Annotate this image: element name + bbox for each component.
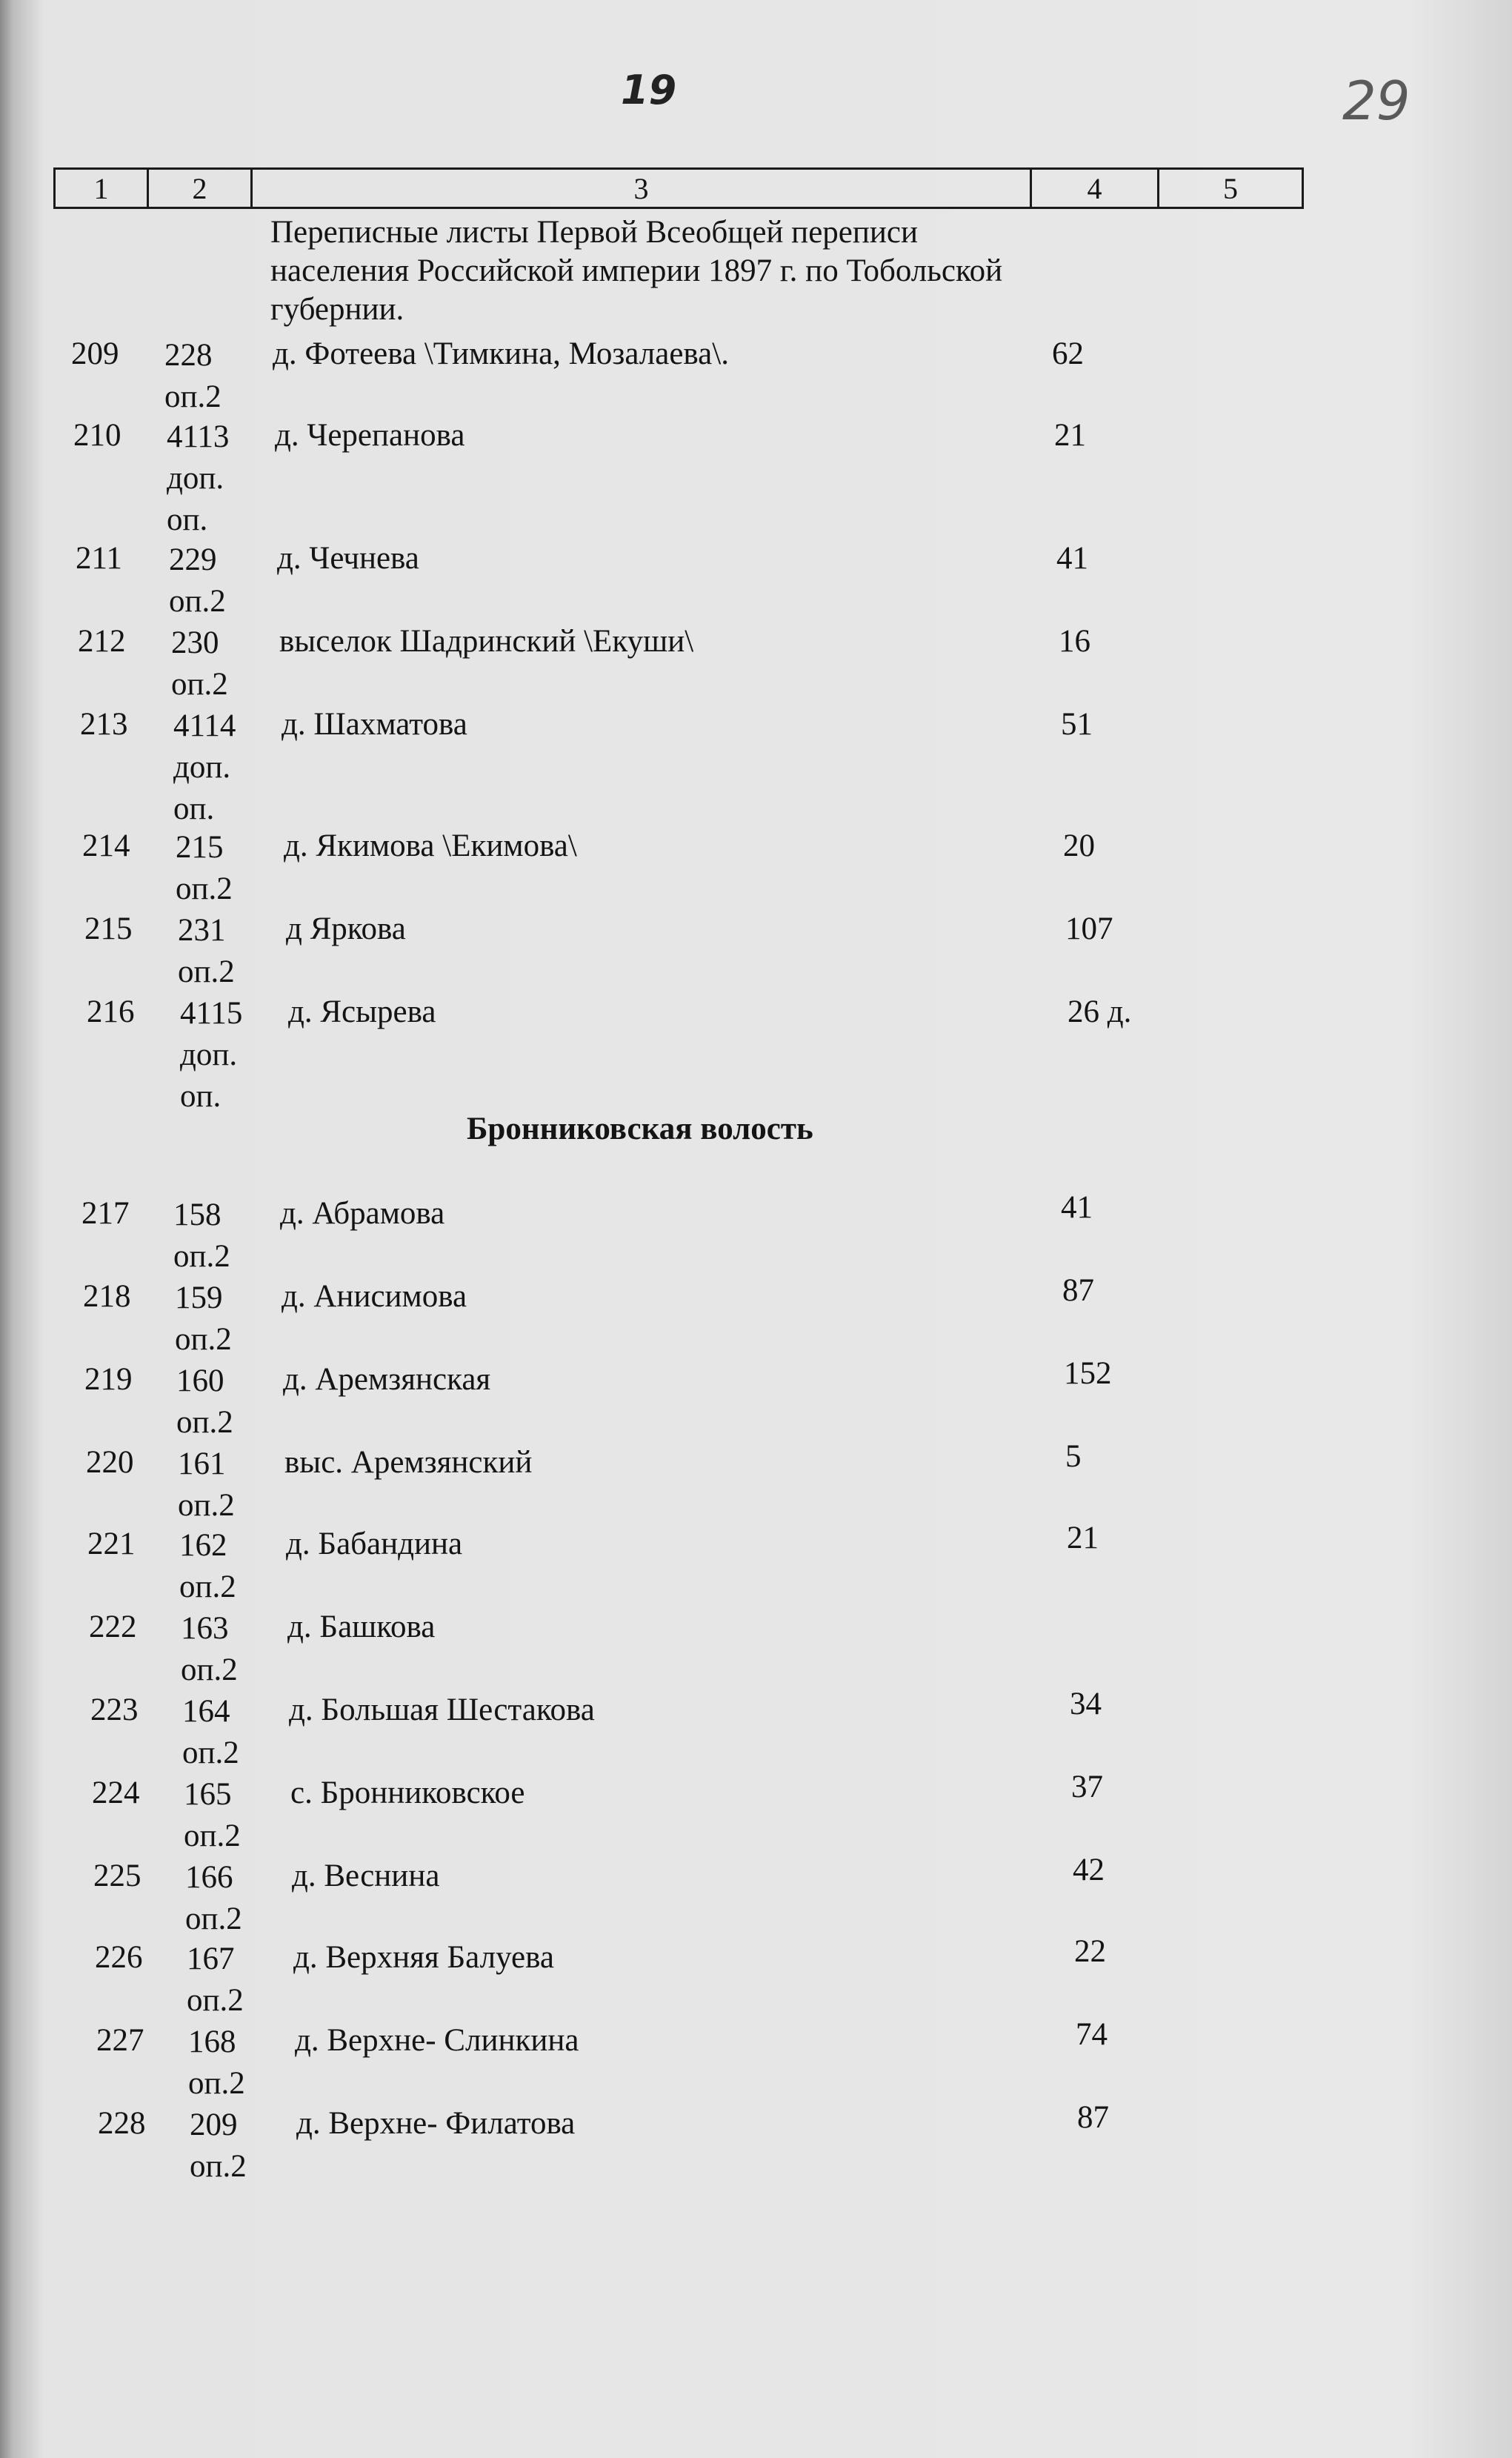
- row-number: 222: [89, 1610, 137, 1644]
- sheet-count: 5: [1065, 1439, 1082, 1474]
- archive-reference: оп.2: [184, 1818, 241, 1853]
- archive-reference: 166: [185, 1860, 233, 1895]
- row-number: 219: [84, 1362, 133, 1397]
- row-number: 216: [87, 994, 135, 1029]
- sheet-count: 21: [1067, 1521, 1099, 1555]
- sheet-count: 87: [1077, 2100, 1109, 2135]
- row-number: 223: [90, 1693, 139, 1727]
- sheet-count: 152: [1064, 1356, 1112, 1391]
- archive-reference: оп.: [180, 1079, 222, 1114]
- header-col-2: 2: [149, 170, 253, 207]
- sheet-count: 37: [1071, 1770, 1103, 1804]
- archive-reference: оп.: [173, 791, 215, 826]
- settlement-name: д. Верхняя Балуева: [293, 1940, 554, 1975]
- row-number: 228: [98, 2106, 146, 2141]
- row-number: 215: [84, 911, 133, 946]
- archive-reference: 228: [164, 338, 213, 373]
- table-row: [0, 1273, 1512, 1359]
- sheet-count: 16: [1059, 624, 1090, 659]
- table-row: [0, 622, 1512, 704]
- archive-reference: оп.2: [179, 1570, 236, 1604]
- archive-reference: 229: [169, 542, 217, 577]
- sheet-count: 51: [1061, 707, 1093, 742]
- table-row: [0, 1853, 1512, 1939]
- archive-reference: 4113: [167, 419, 230, 454]
- settlement-name: д. Аремзянская: [283, 1362, 491, 1397]
- settlement-name: д. Верхне- Слинкина: [295, 2023, 579, 2058]
- sheet-count: 62: [1052, 336, 1084, 371]
- row-number: 212: [78, 624, 126, 659]
- sheet-count: 74: [1076, 2017, 1108, 2052]
- archive-reference: 165: [184, 1777, 232, 1812]
- settlement-name: д. Веснина: [292, 1859, 440, 1893]
- archive-reference: 162: [179, 1528, 227, 1563]
- archive-reference: 158: [173, 1198, 222, 1232]
- header-col-1: 1: [56, 170, 149, 207]
- archive-reference: оп.2: [176, 871, 233, 906]
- table-row: [0, 416, 1512, 537]
- row-number: 213: [80, 707, 128, 742]
- archive-reference: 168: [188, 2024, 236, 2059]
- archive-reference: 167: [187, 1942, 235, 1976]
- typed-page-number: 19: [621, 67, 677, 113]
- archive-reference: доп.: [167, 461, 224, 496]
- archive-reference: оп.2: [190, 2149, 247, 2184]
- sheet-count: 20: [1063, 828, 1095, 863]
- sheet-count: 42: [1073, 1853, 1105, 1887]
- row-number: 214: [82, 828, 130, 863]
- settlement-name: д. Бабандина: [286, 1527, 463, 1561]
- archive-reference: доп.: [173, 750, 231, 785]
- table-row: [0, 1608, 1512, 1690]
- table-row: [0, 1687, 1512, 1773]
- census-intro: Переписные листы Первой Всеобщей переписи населения Российской империи 1897 г. по Тобольской губернии.: [270, 215, 1003, 327]
- row-number: 227: [96, 2023, 144, 2058]
- table-row: [0, 335, 1512, 416]
- settlement-name: д. Шахматова: [282, 707, 467, 742]
- table-row: [0, 1770, 1512, 1856]
- settlement-name: д. Верхне- Филатова: [296, 2106, 576, 2141]
- row-number: 211: [76, 541, 122, 576]
- table-row: [0, 827, 1512, 909]
- settlement-name: д. Якимова \Екимова\: [284, 828, 577, 863]
- archive-reference: 161: [178, 1446, 226, 1481]
- table-row: [0, 1190, 1512, 1276]
- sheet-count: 22: [1074, 1934, 1106, 1969]
- settlement-name: д. Башкова: [287, 1610, 436, 1644]
- row-number: 226: [95, 1940, 143, 1975]
- sheet-count: 41: [1061, 1190, 1093, 1225]
- settlement-name: с. Бронниковское: [290, 1776, 525, 1810]
- sheet-count: 34: [1070, 1687, 1102, 1721]
- table-row: [0, 1521, 1512, 1607]
- archive-reference: оп.2: [185, 1901, 242, 1936]
- table-row: [0, 705, 1512, 826]
- row-number: 221: [87, 1527, 136, 1561]
- archive-reference: оп.2: [164, 379, 222, 414]
- archive-reference: оп.2: [187, 1983, 244, 2018]
- settlement-name: д. Абрамова: [280, 1196, 445, 1231]
- archive-reference: оп.: [167, 502, 208, 537]
- archive-reference: оп.2: [175, 1322, 232, 1357]
- archive-reference: 164: [182, 1694, 230, 1729]
- sheet-count: 21: [1054, 418, 1086, 453]
- archive-reference: оп.2: [178, 1488, 235, 1523]
- settlement-name: д. Анисимова: [282, 1279, 467, 1314]
- row-number: 209: [71, 336, 119, 371]
- table-row: [0, 539, 1512, 621]
- archive-reference: доп.: [180, 1037, 238, 1072]
- archive-reference: 4115: [180, 996, 243, 1031]
- archive-reference: 215: [176, 830, 224, 865]
- row-number: 220: [86, 1445, 134, 1480]
- settlement-name: выселок Шадринский \Екуши\: [279, 624, 694, 659]
- table-row: [0, 993, 1512, 1114]
- table-row: [0, 2017, 1512, 2103]
- archive-reference: 160: [176, 1363, 224, 1398]
- archive-reference: оп.2: [182, 1735, 239, 1770]
- table-header: [53, 167, 1304, 209]
- table-row: [0, 1934, 1512, 2020]
- archive-reference: 209: [190, 2107, 238, 2142]
- settlement-name: д. Фотеева \Тимкина, Мозалаева\.: [273, 336, 729, 371]
- settlement-name: д. Черепанова: [275, 418, 465, 453]
- settlement-name: выс. Аремзянский: [284, 1445, 533, 1480]
- settlement-name: д Яркова: [286, 911, 406, 946]
- archive-reference: 231: [178, 913, 226, 948]
- archive-reference: оп.2: [171, 667, 228, 702]
- header-col-5: 5: [1223, 171, 1238, 205]
- header-col-4: 4: [1032, 170, 1159, 207]
- row-number: 224: [92, 1776, 140, 1810]
- sheet-count: 87: [1062, 1273, 1094, 1308]
- table-row: [0, 910, 1512, 991]
- archive-reference: 159: [175, 1281, 223, 1315]
- archive-reference: оп.2: [173, 1239, 230, 1274]
- settlement-name: д. Ясырева: [288, 994, 436, 1029]
- archive-reference: оп.2: [169, 584, 226, 619]
- sheet-count: 41: [1056, 541, 1088, 576]
- settlement-name: д. Чечнева: [277, 541, 419, 576]
- settlement-name: д. Большая Шестакова: [289, 1693, 595, 1727]
- sheet-count: 26 д.: [1068, 994, 1132, 1029]
- table-row: [0, 2100, 1512, 2186]
- row-number: 210: [73, 418, 121, 453]
- row-number: 225: [93, 1859, 141, 1893]
- archive-reference: оп.2: [176, 1405, 233, 1440]
- archive-reference: 230: [171, 625, 219, 660]
- table-row: [0, 1356, 1512, 1442]
- row-number: 218: [83, 1279, 131, 1314]
- header-col-3: 3: [253, 170, 1032, 207]
- archive-reference: оп.2: [188, 2066, 245, 2101]
- table-row: [0, 1439, 1512, 1525]
- row-number: 217: [81, 1196, 130, 1231]
- sheet-count: 107: [1065, 911, 1113, 946]
- archive-reference: 163: [181, 1611, 229, 1646]
- section-title: Бронниковская волость: [467, 1112, 813, 1146]
- archive-reference: оп.2: [178, 954, 235, 989]
- archive-reference: оп.2: [181, 1652, 238, 1687]
- handwritten-page-number: 29: [1342, 70, 1411, 132]
- archive-reference: 4114: [173, 708, 236, 743]
